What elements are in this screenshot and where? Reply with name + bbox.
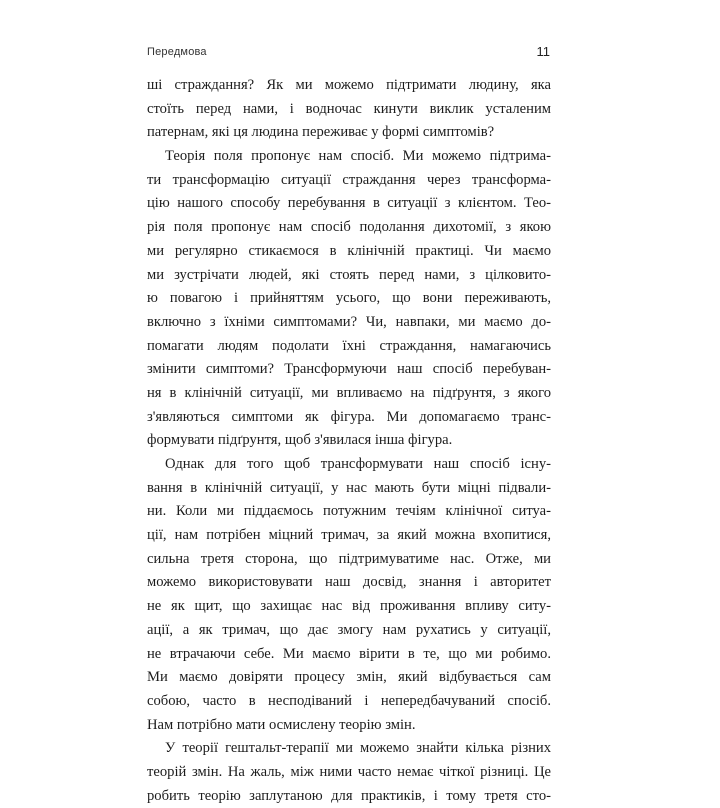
text-line: не втрачаючи себе. Ми маємо вірити в те, що ми робимо. <box>147 645 551 662</box>
text-line: ю повагою і прийняттям усього, що вони переживають, <box>147 290 551 307</box>
text-line: ми зустрічати людей, які стоять перед нами, з цілковито- <box>147 266 551 283</box>
body-text <box>147 74 551 808</box>
text-line: можемо використовувати наш досвід, знання і авторитет <box>147 574 551 591</box>
text-line: У теорії гештальт-терапії ми можемо знайти кілька різних <box>165 740 551 757</box>
text-line: формувати підґрунтя, щоб з'явилася інша фігура. <box>147 432 453 449</box>
text-line: стоїть перед нами, і водночас кинути виклик усталеним <box>147 100 551 117</box>
text-line: вання в клінічній ситуації, у нас мають бути міцні підвали- <box>147 479 551 496</box>
text-line: ації, а як тримач, що дає змогу нам рухатись у ситуації, <box>147 621 551 638</box>
text-line: робить теорію заплутаною для практиків, і тому третя сто- <box>147 787 551 804</box>
text-line: помагати людям подолати їхні страждання, намагаючись <box>147 337 551 354</box>
text-line: ції, нам потрібен міцний тримач, за який можна вхопитися, <box>147 527 551 544</box>
running-title: Передмова <box>147 46 207 58</box>
text-line: сильна третя сторона, що підтримуватиме нас. Отже, ми <box>147 550 551 567</box>
text-line: ші страждання? Як ми можемо підтримати людину, яка <box>147 77 551 93</box>
text-line: цію нашого способу перебування в ситуації з клієнтом. Тео- <box>147 195 551 212</box>
text-line: не як щит, що захищає нас від проживання впливу ситу- <box>147 598 551 615</box>
text-line: Однак для того щоб трансформувати наш спосіб існу- <box>165 456 551 472</box>
text-line: включно з їхніми симптомами? Чи, навпаки, ми маємо до- <box>147 313 551 330</box>
text-line: ни. Коли ми піддаємось потужним течіям клінічної ситуа- <box>147 503 551 520</box>
text-line: собою, часто в несподіваний і непередбачуваний спосіб. <box>147 692 551 709</box>
text-line: рія поля пропонує нам спосіб подолання дихотомії, з якою <box>147 219 551 236</box>
text-line: Теорія поля пропонує нам спосіб. Ми можемо підтрима- <box>165 148 551 165</box>
text-line: Ми маємо довіряти процесу змін, який відбувається сам <box>147 669 551 686</box>
text-line: Нам потрібно мати осмислену теорію змін. <box>147 716 416 733</box>
text-line: ня в клінічній ситуації, ми впливаємо на підґрунтя, з якого <box>147 384 551 401</box>
page-number: 11 <box>536 44 550 59</box>
text-line: теорій змін. На жаль, між ними часто немає чіткої різниці. Це <box>147 763 551 780</box>
text-line: ти трансформацію ситуації страждання через трансформа- <box>147 171 551 188</box>
text-line: змінити симптоми? Трансформуючи наш спосіб перебуван- <box>147 361 551 378</box>
text-line: з'являються симптоми як фігура. Ми допомагаємо транс- <box>147 408 551 425</box>
text-line: патернам, які ця людина переживає у формі симптомів? <box>147 124 495 141</box>
text-line: ми регулярно стикаємося в клінічній практиці. Чи маємо <box>147 242 551 259</box>
